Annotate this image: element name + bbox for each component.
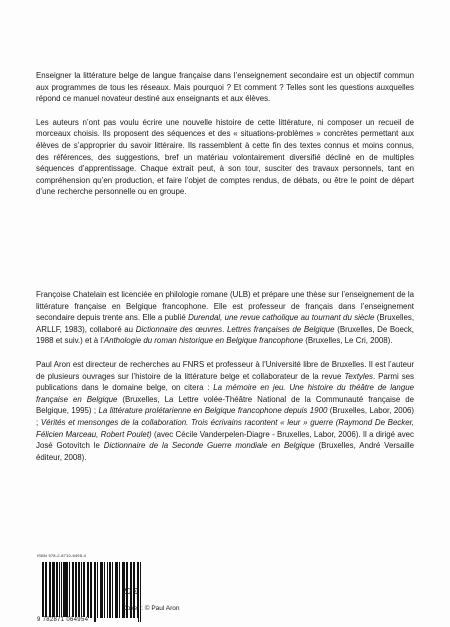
book-title: Dictionnaire des œuvres	[135, 324, 223, 334]
barcode-bar	[61, 562, 62, 618]
barcode-bar	[107, 562, 108, 618]
bio-text: . Parmi ses publications dans le domaine belge, on citera :	[36, 371, 414, 393]
bio-text: (Bruxelles, De Boeck, 1988 et suiv.) et à l’	[36, 324, 415, 346]
bio-text: .	[222, 324, 227, 334]
bio-text: (Bruxelles, Labor, 2006) ;	[36, 406, 415, 427]
barcode-bar	[94, 562, 95, 622]
bio-text: (avec Cécile Vanderpelen-Diagre - Bruxelles, Labor, 2006). Il a dirigé avec José Gotovitch le	[36, 429, 415, 451]
intro-text	[36, 70, 414, 198]
barcode-bar	[88, 562, 89, 618]
book-title: Anthologie du roman historique en Belgique francophone	[103, 336, 304, 346]
bio-text: Paul Aron est directeur de recherches au FNRS et professeur à l’Université libre de Bruxelles. Il est l’auteur de plusieurs ouvrages sur l’histoire de la littérature belge et collaborateur de la revue	[36, 359, 414, 381]
barcode-bar	[90, 562, 92, 618]
barcode-bar	[95, 562, 96, 622]
barcode-bar	[115, 562, 116, 618]
bio-text: (Bruxelles, ARLLF, 1983), collaboré au	[36, 313, 415, 334]
barcode-number: 9 782871 064954	[37, 617, 89, 623]
price: 20 €	[122, 587, 138, 596]
book-title: La littérature prolétarienne en Belgique francophone depuis 1900	[98, 406, 328, 416]
barcode-bar	[69, 562, 70, 618]
cover-credit: Cover : © Paul Aron	[122, 605, 180, 612]
book-title: La mémoire en jeu. Une histoire du théâtre de langue française en Belgique	[36, 383, 414, 404]
intro-paragraph-2: Les auteurs n’ont pas voulu écrire une nouvelle histoire de cette littérature, ni composer un recueil de morceaux choisis. Ils proposent des séquences et des « situations-problèmes » concrètes permettant aux élèves de s’approprier du savoir littéraire. Ils rassemblent à cette fin des textes connus et moins connus, des références, des suggestions, bref un matériau volontairement diversifié décliné en de multiples séquences d’apprentissage. Chaque extrait peut, à son tour, susciter des travaux personnels, tant en compréhension qu’en production, et faire l’objet de comptes rendus, de débats, ou être le point de départ d’une recherche personnelle ou en groupe.	[36, 117, 414, 197]
barcode-bar	[50, 562, 51, 618]
barcode-bar	[119, 562, 120, 618]
barcode-bar	[75, 562, 77, 618]
barcode-bar	[73, 562, 74, 618]
book-title: Dictionnaire de la Seconde Guerre mondiale en Belgique	[103, 441, 315, 451]
barcode	[37, 562, 115, 624]
barcode-bar	[83, 562, 85, 618]
barcode-bar	[116, 562, 118, 618]
barcode-bar	[104, 562, 106, 618]
bio-text: (Bruxelles, André Versaille éditeur, 2008).	[36, 441, 415, 462]
book-title: Textyles	[344, 371, 373, 381]
bio-text: (Bruxelles, Le Cri, 2008).	[303, 336, 393, 346]
author-bios	[36, 289, 414, 463]
barcode-bar	[100, 562, 101, 618]
barcode-bar	[65, 562, 67, 618]
barcode-bar	[45, 562, 47, 618]
bio-text: Françoise Chatelain est licenciée en philologie romane (ULB) et prépare une thèse sur l’enseignement de la littérature française en Belgique francophone. Elle est professeur de français dans l’enseignement secondaire depuis trente ans. Elle a publié	[36, 290, 414, 323]
barcode-bar	[81, 562, 82, 618]
barcode-bar	[52, 562, 54, 618]
isbn-label: ISBN 978-2-8710-6495-4	[37, 553, 87, 558]
barcode-bar	[140, 562, 141, 622]
barcode-bar	[72, 562, 73, 618]
bio-aron	[36, 359, 414, 463]
barcode-bar	[63, 562, 65, 618]
book-title: Durendal, une revue catholique au tournant du siècle	[188, 313, 375, 323]
intro-paragraph-1: Enseigner la littérature belge de langue française dans l’enseignement secondaire est un objectif commun aux programmes de tous les réseaux. Mais pourquoi ? Et comment ? Telles sont les questions auxquelles répond ce manuel novateur destiné aux enseignants et aux élèves.	[36, 71, 414, 104]
barcode-bar	[49, 562, 50, 618]
barcode-bar	[109, 562, 111, 618]
barcode-bar	[78, 562, 80, 618]
barcode-bar	[112, 562, 113, 618]
barcode-bar	[97, 562, 98, 618]
book-title: Lettres françaises de Belgique	[227, 324, 335, 334]
barcode-block	[37, 553, 115, 624]
barcode-bar	[138, 562, 139, 622]
bio-text: (Bruxelles, La Lettre volée-Théâtre National de la Communauté française de Belgique, 1995) ;	[36, 394, 414, 416]
barcode-bar	[43, 562, 44, 622]
book-title: Vérités et mensonges de la collaboration. Trois écrivains racontent « leur » guerre (Raymond De Becker, Félicien Marceau, Robert Poulet)	[36, 417, 414, 439]
barcode-bar	[101, 562, 103, 618]
bio-chatelain	[36, 289, 414, 347]
barcode-bar	[42, 562, 43, 622]
barcode-bar	[59, 562, 60, 618]
barcode-bar	[56, 562, 58, 618]
barcode-bar	[87, 562, 88, 618]
